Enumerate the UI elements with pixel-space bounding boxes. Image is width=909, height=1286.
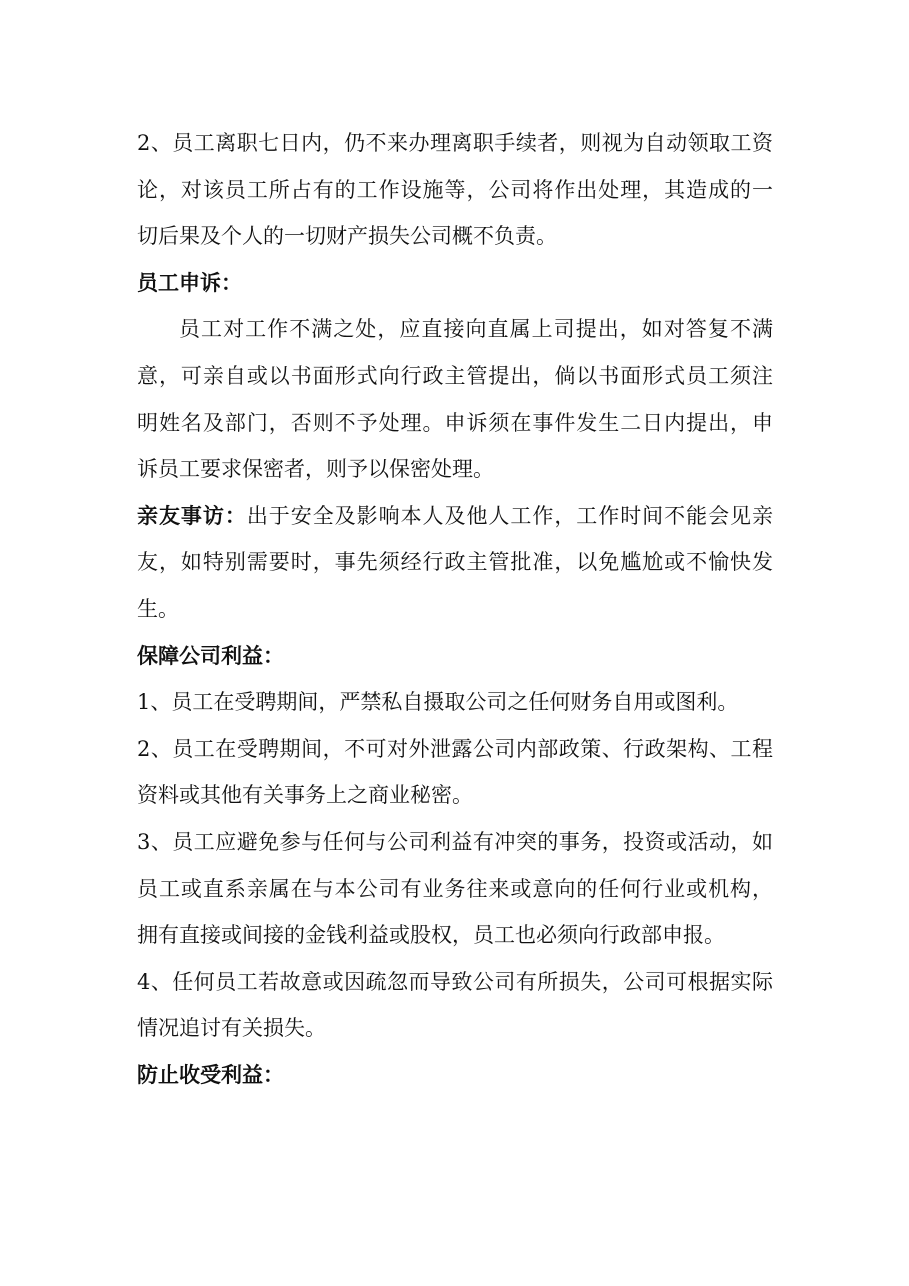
resignation-clause-line-2: 论，对该员工所占有的工作设施等，公司将作出处理，其造成的一 [137, 177, 773, 202]
complaint-paragraph-line-4: 诉员工要求保密者，则予以保密处理。 [137, 457, 494, 482]
visitor-paragraph-line-2: 友，如特别需要时，事先须经行政主管批准，以免尴尬或不愉快发 [137, 550, 773, 575]
protect-item-3-line-3: 拥有直接或间接的金钱利益或股权，员工也必须向行政部申报。 [137, 923, 725, 948]
complaint-paragraph-line-2: 意，可亲自或以书面形式向行政主管提出，倘以书面形式员工须注 [137, 363, 773, 388]
resignation-clause-line-1: 2、员工离职七日内，仍不来办理离职手续者，则视为自动领取工资 [137, 131, 773, 155]
complaint-paragraph-line-1: 员工对工作不满之处，应直接向直属上司提出，如对答复不满 [179, 317, 773, 342]
resignation-clause-line-3: 切后果及个人的一切财产损失公司概不负责。 [137, 224, 557, 249]
protect-item-4-line-2: 情况追讨有关损失。 [137, 1016, 326, 1041]
protect-item-3-line-2: 员工或直系亲属在与本公司有业务往来或意向的任何行业或机构， [137, 876, 773, 901]
document-page [137, 120, 773, 1098]
protect-item-4-line-1: 4、任何员工若故意或因疏忽而导致公司有所损失，公司可根据实际 [137, 969, 773, 994]
protect-item-2-line-2: 资料或其他有关事务上之商业秘密。 [137, 783, 473, 808]
prevent-benefits-heading: 防止收受利益： [137, 1062, 284, 1087]
employee-complaint-heading: 员工申诉： [137, 270, 242, 295]
visitor-paragraph-line-3: 生。 [137, 596, 179, 621]
protect-item-2-line-1: 2、员工在受聘期间，不可对外泄露公司内部政策、行政架构、工程 [137, 736, 773, 761]
protect-interests-heading: 保障公司利益： [137, 643, 284, 668]
visitor-paragraph-line-1 [137, 493, 773, 540]
protect-item-1: 1、员工在受聘期间，严禁私自摄取公司之任何财务自用或图利。 [137, 690, 739, 715]
visitor-paragraph-text: 出于安全及影响本人及他人工作，工作时间不能会见亲 [246, 503, 773, 528]
visitor-heading-label: 亲友事访： [137, 503, 247, 528]
complaint-paragraph-line-3: 明姓名及部门，否则不予处理。申诉须在事件发生二日内提出，申 [137, 410, 773, 435]
protect-item-3-line-1: 3、员工应避免参与任何与公司利益有冲突的事务，投资或活动，如 [137, 829, 773, 854]
